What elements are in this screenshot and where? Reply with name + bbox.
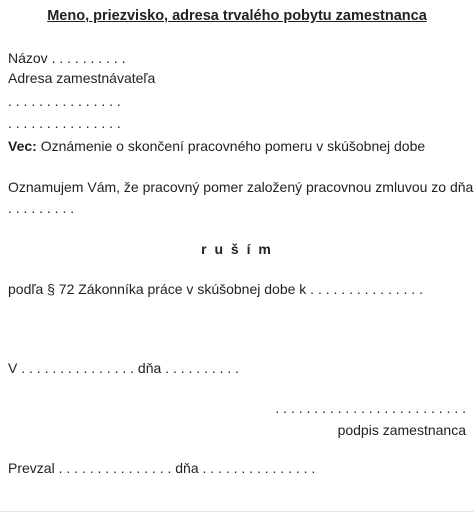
document-title: Meno, priezvisko, adresa trvalého pobytu zamestnanca	[47, 8, 427, 24]
address-dots-line-1: . . . . . . . . . . . . . . .	[8, 93, 121, 109]
place-date-line: V . . . . . . . . . . . . . . . dňa . . . . . . . . . .	[8, 360, 240, 376]
employer-address-label: Adresa zamestnávateľa	[8, 70, 156, 86]
employer-name-line: Názov . . . . . . . . . .	[8, 50, 126, 66]
signature-label: podpis zamestnanca	[337, 422, 466, 438]
subject-label: Vec:	[8, 138, 37, 154]
body-line-2: . . . . . . . . .	[8, 200, 75, 216]
emphasis-verb: r u š í m	[201, 241, 273, 257]
address-dots-line-2: . . . . . . . . . . . . . . .	[8, 115, 121, 131]
subject-line	[8, 138, 425, 154]
law-reference-line: podľa § 72 Zákonníka práce v skúšobnej dobe k . . . . . . . . . . . . . . .	[8, 281, 423, 297]
subject-text: Oznámenie o skončení pracovného pomeru v skúšobnej dobe	[36, 138, 426, 154]
body-line-1: Oznamujem Vám, že pracovný pomer založený pracovnou zmluvou zo dňa	[8, 179, 474, 195]
received-line: Prevzal . . . . . . . . . . . . . . . dňa . . . . . . . . . . . . . . .	[8, 460, 316, 476]
bottom-divider	[0, 511, 474, 512]
signature-dots: . . . . . . . . . . . . . . . . . . . . . . . . .	[275, 400, 466, 416]
